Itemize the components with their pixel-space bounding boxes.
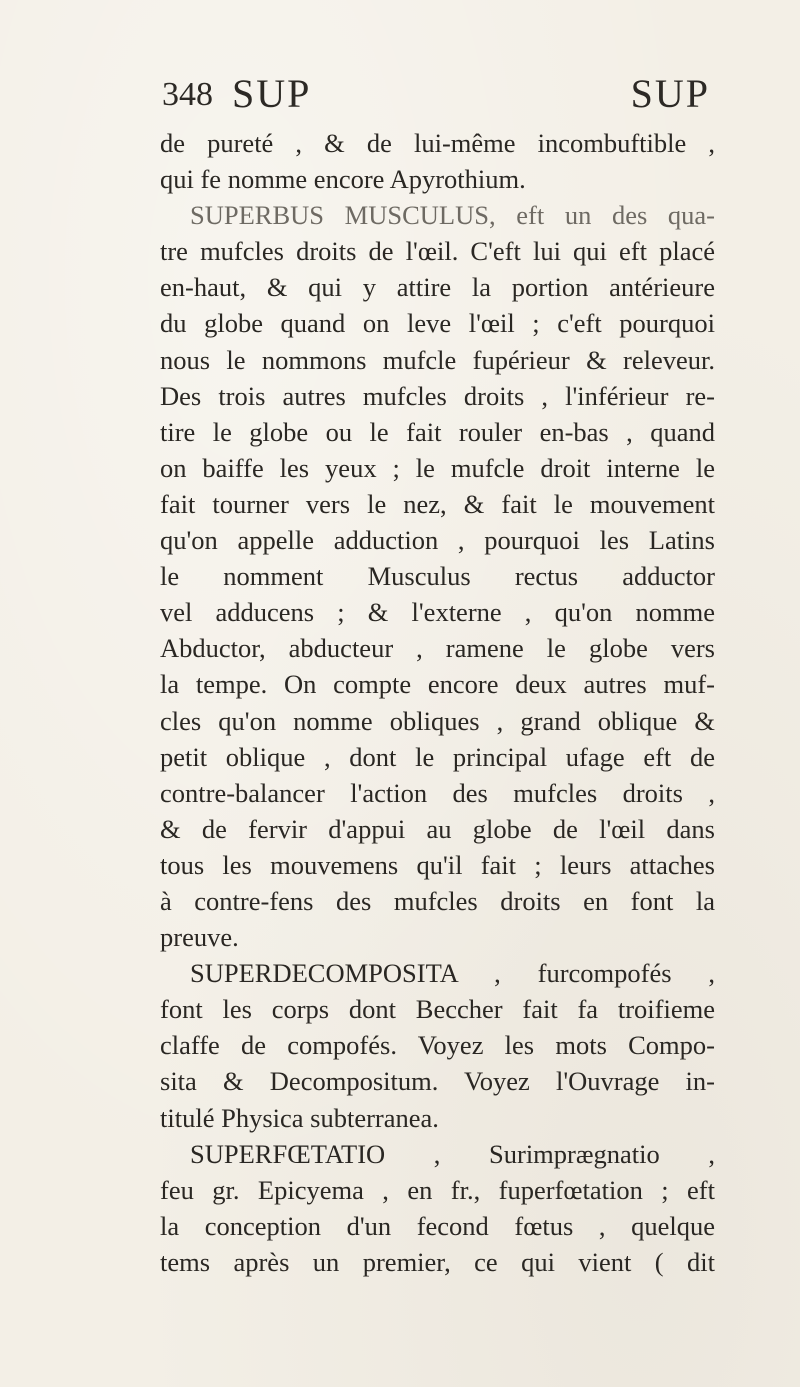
header-right-word: SUP [630,71,710,116]
text-line: fait tourner vers le nez, & fait le mouvement [160,488,715,519]
text-line: de pureté , & de lui-même incombuftible , [160,128,715,158]
text-line: la tempe. On compte encore deux autres muf- [160,669,715,700]
text-line: le nomment Musculus rectus adductor [160,561,715,592]
text-line: on baiffe les yeux ; le mufcle droit interne le [160,452,715,483]
text-line: à contre-fens des mufcles droits en font la [160,885,715,916]
text-line: la conception d'un fecond fœtus , quelque [160,1210,715,1241]
text-line: qui fe nomme encore Apyrothium. [160,164,526,195]
body-text [160,125,715,1280]
text-line: Des trois autres mufcles droits , l'inférieur re- [160,380,715,411]
text-line: qu'on appelle adduction , pourquoi les Latins [160,525,715,556]
page-number: 348 [162,76,213,113]
text-line: tire le globe ou le fait rouler en-bas , quand [160,416,715,447]
text-line: font les corps dont Beccher fait fa troifieme [160,994,715,1025]
entry-heading-superdecomposita: SUPERDECOMPOSITA , furcompofés , [190,958,715,989]
entry-heading-superfoetatio: SUPERFŒTATIO , Surimprægnatio , [190,1138,715,1169]
text-line: en-haut, & qui y attire la portion antérieure [160,272,715,303]
entry-heading-superbus: SUPERBUS MUSCULUS, eft un des qua- [190,200,715,231]
text-line: Abductor, abducteur , ramene le globe vers [160,633,715,664]
text-line: claffe de compofés. Voyez les mots Compo- [160,1030,715,1061]
text-line: du globe quand on leve l'œil ; c'eft pourquoi [160,308,715,339]
text-line: cles qu'on nomme obliques , grand oblique & [160,705,715,736]
text-line: & de fervir d'appui au globe de l'œil dans [160,813,715,844]
text-line: tems après un premier, ce qui vient ( dit [160,1246,715,1277]
text-line: contre-balancer l'action des mufcles droits , [160,777,715,808]
header-left-word: SUP [232,71,312,116]
text-line: feu gr. Epicyema , en fr., fuperfœtation ; eft [160,1174,715,1205]
text-line: preuve. [160,922,239,953]
text-line: nous le nommons mufcle fupérieur & releveur. [160,344,715,375]
text-line: sita & Decompositum. Voyez l'Ouvrage in- [160,1066,715,1097]
text-line: tre mufcles droits de l'œil. C'eft lui qui eft placé [160,236,715,267]
text-line: petit oblique , dont le principal ufage eft de [160,741,715,772]
running-header [150,70,710,120]
text-line: vel adducens ; & l'externe , qu'on nomme [160,597,715,628]
text-line: titulé Physica subterranea. [160,1102,439,1133]
text-line: tous les mouvemens qu'il fait ; leurs attaches [160,849,715,880]
